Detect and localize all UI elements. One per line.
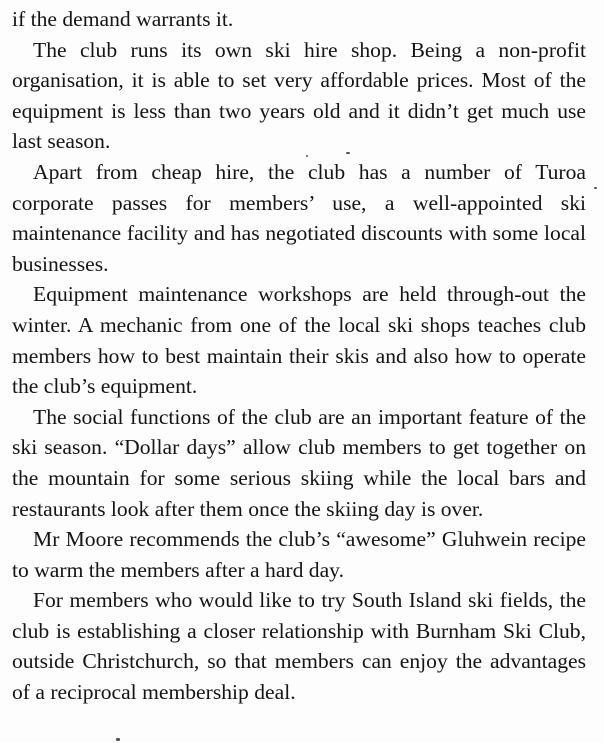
scan-speck bbox=[346, 152, 350, 154]
paragraph-continuation: if the demand warrants it. bbox=[12, 7, 234, 31]
scan-speck bbox=[116, 738, 120, 741]
scan-speck bbox=[306, 155, 308, 157]
paragraph-social-functions: The social functions of the club are an important feature of the ski season. “Dollar days” allow club members to get together on the mountain for some serious skiing while the local bars and restaurants look after them once the skiing day is over. bbox=[12, 404, 586, 521]
paragraph-ski-hire-shop: The club runs its own ski hire shop. Being a non-profit organisation, it is able to set very affordable prices. Most of the equipment is less than two years old and it didn’t get much use last season. bbox=[12, 37, 586, 154]
paragraph-cheap-hire: Apart from cheap hire, the club has a number of Turoa corporate passes for members’ use, a well-appointed ski maintenance facility and has negotiated discounts with some local businesses. bbox=[12, 159, 586, 276]
article-column bbox=[12, 4, 586, 708]
paragraph-south-island-fields: For members who would like to try South Island ski fields, the club is establishing a closer relationship with Burnham Ski Club, outside Christchurch, so that members can enjoy the advantages of a reciprocal membership deal. bbox=[12, 588, 586, 705]
paragraph-gluhwein-recipe: Mr Moore recommends the club’s “awesome” Gluhwein recipe to warm the members after a hard day. bbox=[12, 527, 586, 582]
paragraph-maintenance-workshops: Equipment maintenance workshops are held through-out the winter. A mechanic from one of the local ski shops teaches club members how to best maintain their skis and also how to operate the club’s equipment. bbox=[12, 282, 586, 399]
scan-speck bbox=[594, 187, 597, 189]
